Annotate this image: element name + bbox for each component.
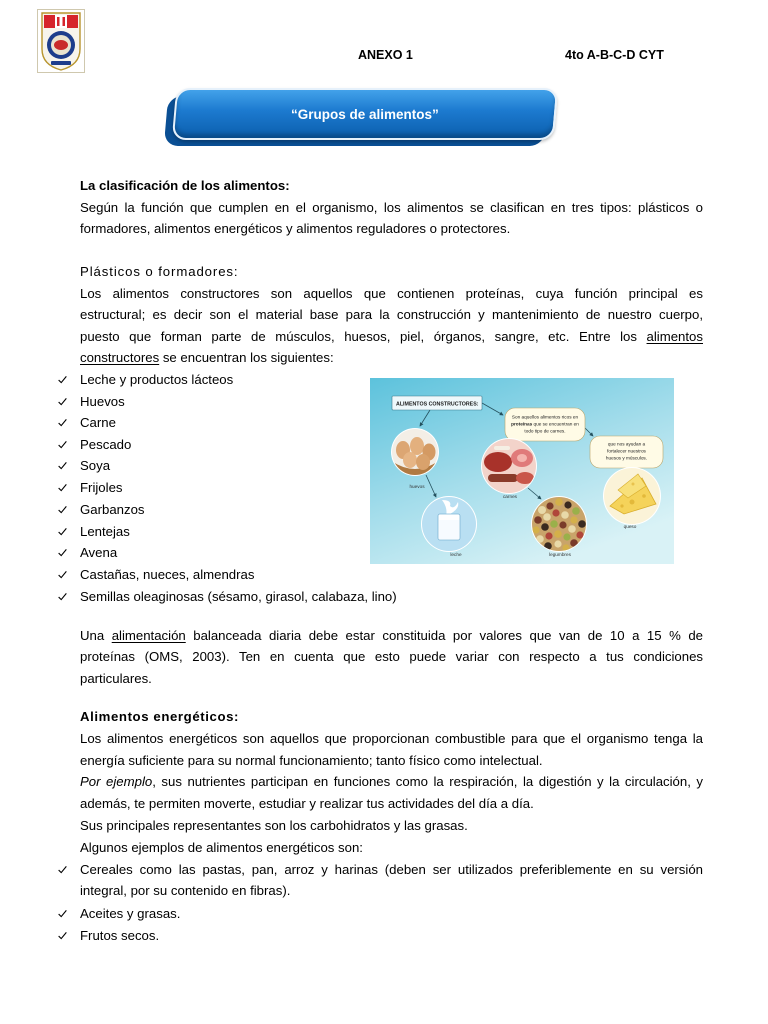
paragraph-line: además, te permiten moverte, estudiar y realizar tus actividades del día a día. [80,796,534,811]
underlined-term: alimentos [646,329,703,344]
plastic-heading: Plásticos o formadores: [80,264,239,279]
grade-label: 4to A-B-C-D CYT [565,48,664,62]
bean [563,533,570,540]
bubble2-line2: fortalecer nuestros [607,448,646,454]
title-banner [164,86,558,150]
list-item: Lentejas [80,524,130,539]
bean [555,498,563,506]
bean [554,540,561,547]
meat-label: carnes [502,494,518,499]
underlined-term: alimentación [111,628,186,643]
egg [416,454,430,470]
cheese-hole [632,483,635,486]
bean [543,513,551,521]
bean [534,516,542,524]
paragraph-line: estructural; es decir son el material base para la construcción y mantenimiento de nuestro cuerpo, [80,307,703,322]
paragraph-line: Los alimentos constructores son aquellos que contienen proteínas, cuya función principal es [80,286,703,301]
paragraph-line [80,772,703,792]
annex-label: ANEXO 1 [358,48,413,62]
classification-heading: La clasificación de los alimentos: [80,178,290,193]
legumes-label: legumbres [549,552,571,557]
ham-fat [517,454,527,462]
bone [494,446,510,450]
bean [541,523,549,531]
underlined-term: constructores [80,350,160,365]
paragraph-text: Una [80,628,112,643]
egg [403,452,417,468]
paragraph-line [80,327,703,347]
bean [546,502,553,509]
list-item: Frijoles [80,480,123,495]
bean [568,525,576,533]
checkmark-icon [57,439,68,450]
egg [410,437,424,455]
bubble2-line1: que nos ayudan a [607,441,646,447]
sausage [488,474,518,482]
figure-title-box [392,396,482,410]
bean [550,520,558,528]
paragraph-text: se encuentran los siguientes: [159,350,334,365]
list-item: Carne [80,415,116,430]
bubble1-line2-rest: que se encuentran en [532,421,579,427]
checkmark-icon [57,396,68,407]
checkmark-icon [57,569,68,580]
bubble1-line3: todo tipo de carnes. [524,428,566,434]
paragraph-line: Los alimentos energéticos son aquellos que proporcionan combustible para que el organismo tenga la [80,731,703,746]
paragraph-line: Algunos ejemplos de alimentos energéticos son: [80,840,363,855]
checkmark-icon [57,591,68,602]
checkmark-icon [57,460,68,471]
figure-title: ALIMENTOS CONSTRUCTORES: [396,401,479,408]
logo-flag-right [67,15,78,28]
paragraph-line: energía suficiente para su normal funcionamiento; tanto físico como intelectual. [80,753,543,768]
figure-bubble-proteins [505,408,585,441]
checkmark-icon [57,417,68,428]
milk-label: leche [450,552,462,557]
bean [564,501,571,508]
paragraph-line: Según la función que cumplen en el organismo, los alimentos se clasifican en tres tipos: plásticos o [80,200,703,215]
cheese-hole [630,500,635,505]
logo-ribbon [51,61,71,65]
logo-flag-mark-2 [63,17,66,26]
paragraph-line: proteínas (OMS, 2003). Ten en cuenta que esto puede variar con respecto a tus condiciones [80,649,703,664]
list-item: Cereales como las pastas, pan, arroz y harinas (deben ser utilizados preferiblemente en su versión [80,862,703,877]
paragraph-text: balanceada diaria debe estar constituida por valores que van de 10 a 15 % de [185,628,704,643]
bean [561,511,569,519]
checkmark-icon [57,504,68,515]
eggs-label: huevos [409,484,425,489]
paragraph-line [80,626,703,646]
list-item-continuation: integral, por su contenido en fibras). [80,883,291,898]
list-item: Avena [80,545,118,560]
paragraph-text: , sus nutrientes participan en funciones como la respiración, la digestión y la circulación, y [152,774,704,789]
list-item: Aceites y grasas. [80,906,181,921]
bean [572,507,580,515]
cheese-label: queso [623,524,637,529]
bean [570,516,577,523]
cheese-hole [642,494,646,498]
checkmark-icon [57,374,68,385]
paragraph-text: puesto que forman parte de músculos, huesos, piel, órganos, sangre, etc. Entre los [80,329,647,344]
list-item: Huevos [80,394,125,409]
italic-term: Por ejemplo [80,774,153,789]
school-crest-logo [37,9,85,73]
bean [554,530,562,538]
checkmark-icon [57,930,68,941]
checkmark-icon [57,864,68,875]
banner-title: “Grupos de alimentos” [291,106,439,122]
list-item: Frutos secos. [80,928,160,943]
bean [538,506,546,514]
logo-flag-left [44,15,55,28]
bubble2-line3: huesos y músculos. [605,455,648,461]
bean [552,509,559,516]
energy-heading: Alimentos energéticos: [80,709,240,724]
paragraph-line: Sus principales representantes son los carbohidratos y las grasas. [80,818,468,833]
list-item: Semillas oleaginosas (sésamo, girasol, calabaza, lino) [80,589,397,604]
bubble1-bold-term: proteínas [511,421,533,427]
list-item: Garbanzos [80,502,145,517]
bubble1-line2 [511,422,579,427]
bean [578,520,586,528]
checkmark-icon [57,526,68,537]
paragraph-line [80,348,703,368]
paragraph-line: particulares. [80,671,152,686]
paragraph-line: formadores, alimentos energéticos y alimentos reguladores o protectores. [80,221,511,236]
list-item: Pescado [80,437,132,452]
bean [532,526,539,533]
milk-fill [439,520,459,539]
bean [545,532,552,539]
bubble1-line1: Son aquellos alimentos ricos en [511,414,579,420]
figure-bubble-bones [590,436,663,468]
list-item: Soya [80,458,111,473]
checkmark-icon [57,547,68,558]
logo-emblem-center [54,40,68,50]
checkmark-icon [57,482,68,493]
checkmark-icon [57,908,68,919]
logo-flag-mark-1 [57,17,60,26]
cheese-hole [620,504,623,507]
banner-face [172,88,559,140]
steak [484,452,512,472]
list-item: Castañas, nueces, almendras [80,567,255,582]
list-item: Leche y productos lácteos [80,372,234,387]
constructive-foods-figure [370,378,674,564]
bean [559,521,566,528]
figure-canvas [370,378,674,564]
